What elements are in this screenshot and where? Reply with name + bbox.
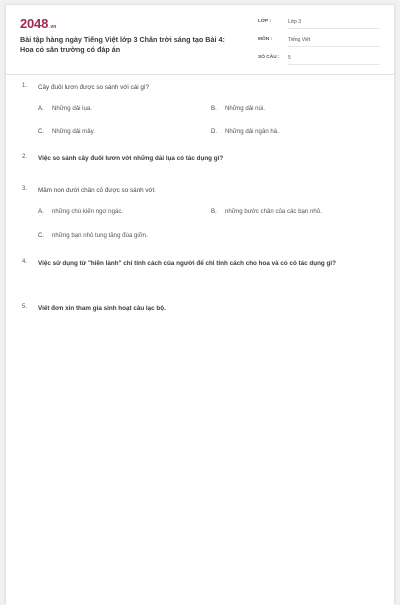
question-text: Việc sử dụng từ "hiền lành" chỉ tính cách của người để chỉ tính cách cho hoa và cỏ có tác dụng gì? bbox=[38, 260, 336, 267]
worksheet-title: Bài tập hàng ngày Tiếng Việt lớp 3 Chân trời sáng tạo Bài 4: Hoa cỏ sân trường có đáp án bbox=[20, 35, 225, 54]
option-letter: D. bbox=[211, 128, 218, 135]
site-logo[interactable] bbox=[20, 15, 56, 33]
option-text: Những dải lụa. bbox=[52, 105, 92, 112]
option-text: những chú kiến ngơ ngác. bbox=[52, 208, 124, 215]
option-c[interactable] bbox=[38, 128, 95, 135]
option-letter: C. bbox=[38, 232, 45, 239]
question-text: Viết đơn xin tham gia sinh hoạt câu lạc bộ. bbox=[38, 305, 166, 312]
meta-row-grade bbox=[258, 17, 380, 35]
option-a[interactable] bbox=[38, 208, 123, 215]
worksheet-header bbox=[20, 15, 380, 71]
option-a[interactable] bbox=[38, 105, 92, 112]
question-text: Việc so sánh cây đuôi lươn với những dải lụa có tác dụng gì? bbox=[38, 155, 224, 162]
meta-value: 5 bbox=[288, 55, 380, 65]
option-letter: C. bbox=[38, 128, 45, 135]
header-divider bbox=[6, 74, 394, 75]
option-letter: A. bbox=[38, 208, 44, 215]
option-letter: A. bbox=[38, 105, 44, 112]
option-b[interactable] bbox=[211, 208, 322, 215]
meta-label: LỚP : bbox=[258, 19, 272, 24]
option-text: những bước chân của các bạn nhỏ. bbox=[225, 208, 322, 215]
question-text: Cây đuôi lươn được so sánh với cái gì? bbox=[38, 84, 150, 91]
meta-value: Tiếng Việt bbox=[288, 37, 380, 47]
worksheet-meta bbox=[258, 17, 380, 71]
meta-row-subject bbox=[258, 35, 380, 53]
option-b[interactable] bbox=[211, 105, 265, 112]
meta-label: SỐ CÂU : bbox=[258, 55, 280, 60]
question-number: 4. bbox=[22, 259, 28, 265]
question-number: 1. bbox=[22, 83, 28, 89]
option-letter: B. bbox=[211, 105, 217, 112]
option-letter: B. bbox=[211, 208, 217, 215]
meta-value: Lớp 3 bbox=[288, 19, 380, 29]
option-text: những bạn nhỏ tung tăng đùa giỡn. bbox=[52, 232, 148, 239]
question-number: 2. bbox=[22, 154, 28, 160]
option-c[interactable] bbox=[38, 232, 148, 239]
meta-label: MÔN : bbox=[258, 37, 273, 42]
logo-text: 2048 bbox=[20, 16, 49, 31]
worksheet-page bbox=[6, 5, 394, 605]
question-text: Mầm non dưới chân cỏ được so sánh với: bbox=[38, 187, 156, 194]
option-text: Những dải ngân hà. bbox=[225, 128, 279, 135]
question-number: 3. bbox=[22, 186, 28, 192]
question-number: 5. bbox=[22, 304, 28, 310]
option-d[interactable] bbox=[211, 128, 279, 135]
option-text: Những dải núi. bbox=[225, 105, 265, 112]
logo-suffix: .vn bbox=[49, 24, 57, 30]
option-text: Những dải mây. bbox=[52, 128, 95, 135]
meta-row-question-count bbox=[258, 53, 380, 71]
